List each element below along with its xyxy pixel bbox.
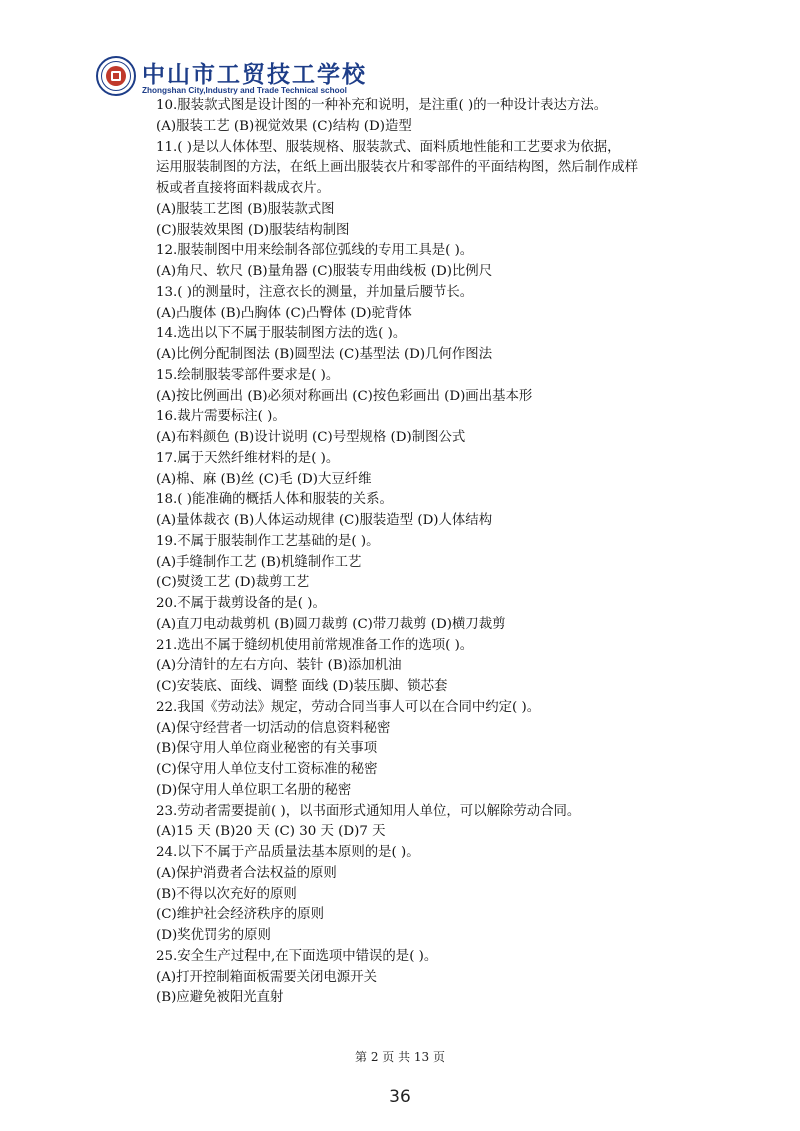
- text-line: (A)服装工艺图 (B)服装款式图: [156, 201, 335, 217]
- text-line: (A)凸腹体 (B)凸胸体 (C)凸臀体 (D)驼背体: [156, 305, 412, 321]
- page-number: 36: [389, 1087, 411, 1107]
- text-line: 21.选出不属于缝纫机使用前常规准备工作的选项( )。: [156, 637, 474, 653]
- text-line: 11.( )是以人体体型、服装规格、服装款式、面料质地性能和工艺要求为依据，: [156, 139, 621, 155]
- text-line: 15.绘制服装零部件要求是( )。: [156, 367, 340, 383]
- text-line: (C)熨烫工艺 (D)裁剪工艺: [156, 575, 310, 591]
- text-line: (D)奖优罚劣的原则: [156, 928, 271, 943]
- text-line: 22.我国《劳动法》规定，劳动合同当事人可以在合同中约定( )。: [156, 699, 541, 715]
- text-line: (A)手缝制作工艺 (B)机缝制作工艺: [156, 554, 362, 570]
- school-name-en: Zhongshan City,Industry and Trade Technical school: [142, 86, 347, 95]
- text-line: (A)按比例画出 (B)必须对称画出 (C)按色彩画出 (D)画出基本形: [156, 388, 533, 404]
- text-line: (A)分清针的左右方向、装针 (B)添加机油: [156, 658, 402, 674]
- text-line: (A)布料颜色 (B)设计说明 (C)号型规格 (D)制图公式: [156, 430, 466, 445]
- page-info: 第 2 页 共 13 页: [355, 1050, 445, 1064]
- text-line: (A)比例分配制图法 (B)圆型法 (C)基型法 (D)几何作图法: [156, 347, 493, 362]
- text-line: (A)棉、麻 (B)丝 (C)毛 (D)大豆纤维: [156, 471, 372, 487]
- text-line: (B)保守用人单位商业秘密的有关事项: [156, 741, 378, 757]
- text-line: 16.裁片需要标注( )。: [156, 409, 286, 425]
- text-line: 17.属于天然纤维材料的是( )。: [156, 450, 340, 466]
- school-emblem-icon: [96, 56, 136, 96]
- document-header: [96, 54, 456, 100]
- text-line: (B)不得以次充好的原则: [156, 886, 297, 902]
- text-line: (A)角尺、软尺 (B)量角器 (C)服装专用曲线板 (D)比例尺: [156, 264, 493, 279]
- text-line: (D)保守用人单位职工名册的秘密: [156, 782, 352, 798]
- question-list: [156, 96, 656, 1009]
- text-line: (B)应避免被阳光直射: [156, 990, 284, 1006]
- school-name-cn: 中山市工贸技工学校: [142, 62, 367, 88]
- text-line: (A)15 天 (B)20 天 (C) 30 天 (D)7 天: [156, 824, 386, 840]
- text-line: (A)保守经营者一切活动的信息资料秘密: [156, 720, 391, 736]
- text-line: 14.选出以下不属于服装制图方法的选( )。: [156, 326, 407, 342]
- text-line: 23.劳动者需要提前( )，以书面形式通知用人单位，可以解除劳动合同。: [156, 803, 581, 819]
- text-line: (A)打开控制箱面板需要关闭电源开关: [156, 969, 377, 985]
- text-line: (C)安装底、面线、调整 面线 (D)装压脚、锁芯套: [156, 679, 448, 694]
- text-line: 运用服装制图的方法，在纸上画出服装衣片和零部件的平面结构图，然后制作成样: [156, 160, 639, 176]
- text-line: 18.( )能准确的概括人体和服装的关系。: [156, 492, 393, 508]
- text-line: 19.不属于服装制作工艺基础的是( )。: [156, 533, 380, 549]
- text-line: (C)保守用人单位支付工资标准的秘密: [156, 762, 378, 777]
- text-line: (C)维护社会经济秩序的原则: [156, 907, 324, 923]
- text-line: (A)保护消费者合法权益的原则: [156, 865, 337, 881]
- text-line: 24.以下不属于产品质量法基本原则的是( )。: [156, 845, 420, 860]
- text-line: 板或者直接将面料裁成衣片。: [156, 181, 331, 196]
- text-line: (A)直刀电动裁剪机 (B)圆刀裁剪 (C)带刀裁剪 (D)横刀裁剪: [156, 616, 506, 632]
- text-line: 13.( )的测量时，注意衣长的测量，并加量后腰节长。: [156, 284, 474, 300]
- text-line: 20.不属于裁剪设备的是( )。: [156, 596, 326, 611]
- text-line: 10.服装款式图是设计图的一种补充和说明，是注重( )的一种设计表达方法。: [156, 98, 608, 113]
- text-line: (C)服装效果图 (D)服装结构制图: [156, 222, 350, 238]
- text-line: 25.安全生产过程中,在下面选项中错误的是( )。: [156, 948, 438, 964]
- text-line: 12.服装制图中用来绘制各部位弧线的专用工具是( )。: [156, 243, 474, 259]
- text-line: (A)服装工艺 (B)视觉效果 (C)结构 (D)造型: [156, 118, 412, 134]
- text-line: (A)量体裁衣 (B)人体运动规律 (C)服装造型 (D)人体结构: [156, 513, 493, 528]
